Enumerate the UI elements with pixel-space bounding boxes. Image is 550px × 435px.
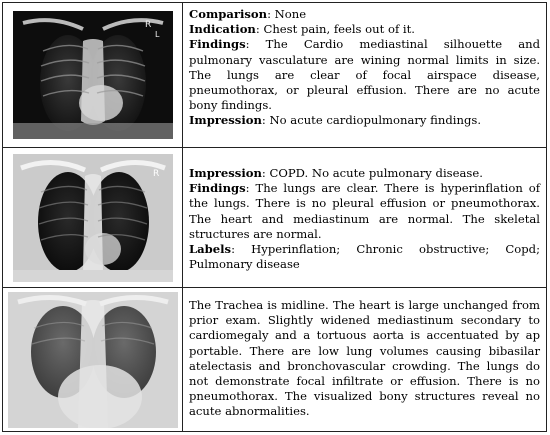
- marker-r: R: [144, 20, 151, 30]
- text-labels: : Hyperinflation; Chronic obstructive; Copd; Pulmonary disease: [189, 242, 540, 272]
- report-text: [184, 3, 546, 147]
- chest-xray-image: [8, 292, 178, 428]
- label-comparison: Comparison: [189, 7, 268, 21]
- report-text: [184, 288, 546, 431]
- text-impression: : No acute cardiopulmonary findings.: [261, 113, 482, 128]
- text-findings: : The Cardio mediastinal silhouette and pulmonary vasculature are wining normal limits in size. The lungs are clear of focal airspace disease, pneumothorax, or pleural effusion. There are no acute bony findings.: [189, 37, 540, 113]
- text-impression: : COPD. No acute pulmonary disease.: [261, 166, 483, 180]
- label-impression: Impression: [189, 166, 262, 180]
- text-report: The Trachea is midline. The heart is large unchanged from prior exam. Slightly widened mediastinum secondary to cardiomegaly and a tortuous aorta is accentuated by ap portable. There are low lung volumes causing bibasilar atelectasis and bronchovascular crowding. The lungs do not demonstrate focal infiltrate or effusion. There is no pneumothorax. The visualized bony structures reveal no acute abnormalities.: [189, 298, 540, 419]
- marker-l: L: [154, 30, 159, 39]
- chest-xray-image: [13, 154, 173, 282]
- label-findings: Findings: [189, 37, 246, 52]
- chest-xray-image: [13, 11, 173, 139]
- table-row: [3, 148, 546, 288]
- text-indication: : Chest pain, feels out of it.: [255, 22, 415, 37]
- report-table: [2, 2, 547, 432]
- image-cell: [3, 288, 183, 431]
- label-indication: Indication: [189, 22, 256, 37]
- table-row: [3, 3, 546, 148]
- text-comparison: : None: [267, 7, 307, 21]
- text-findings: : The lungs are clear. There is hyperinflation of the lungs. There is no pleural effusion or pneumothorax. The heart and mediastinum are normal. The skeletal structures are normal.: [189, 181, 540, 241]
- report-text: [184, 148, 546, 287]
- label-findings: Findings: [189, 181, 246, 196]
- image-cell: [3, 148, 183, 287]
- label-impression: Impression: [189, 113, 262, 128]
- image-cell: [3, 3, 183, 147]
- table-row: [3, 288, 546, 431]
- label-labels: Labels: [189, 242, 232, 257]
- marker-r: R: [152, 168, 159, 179]
